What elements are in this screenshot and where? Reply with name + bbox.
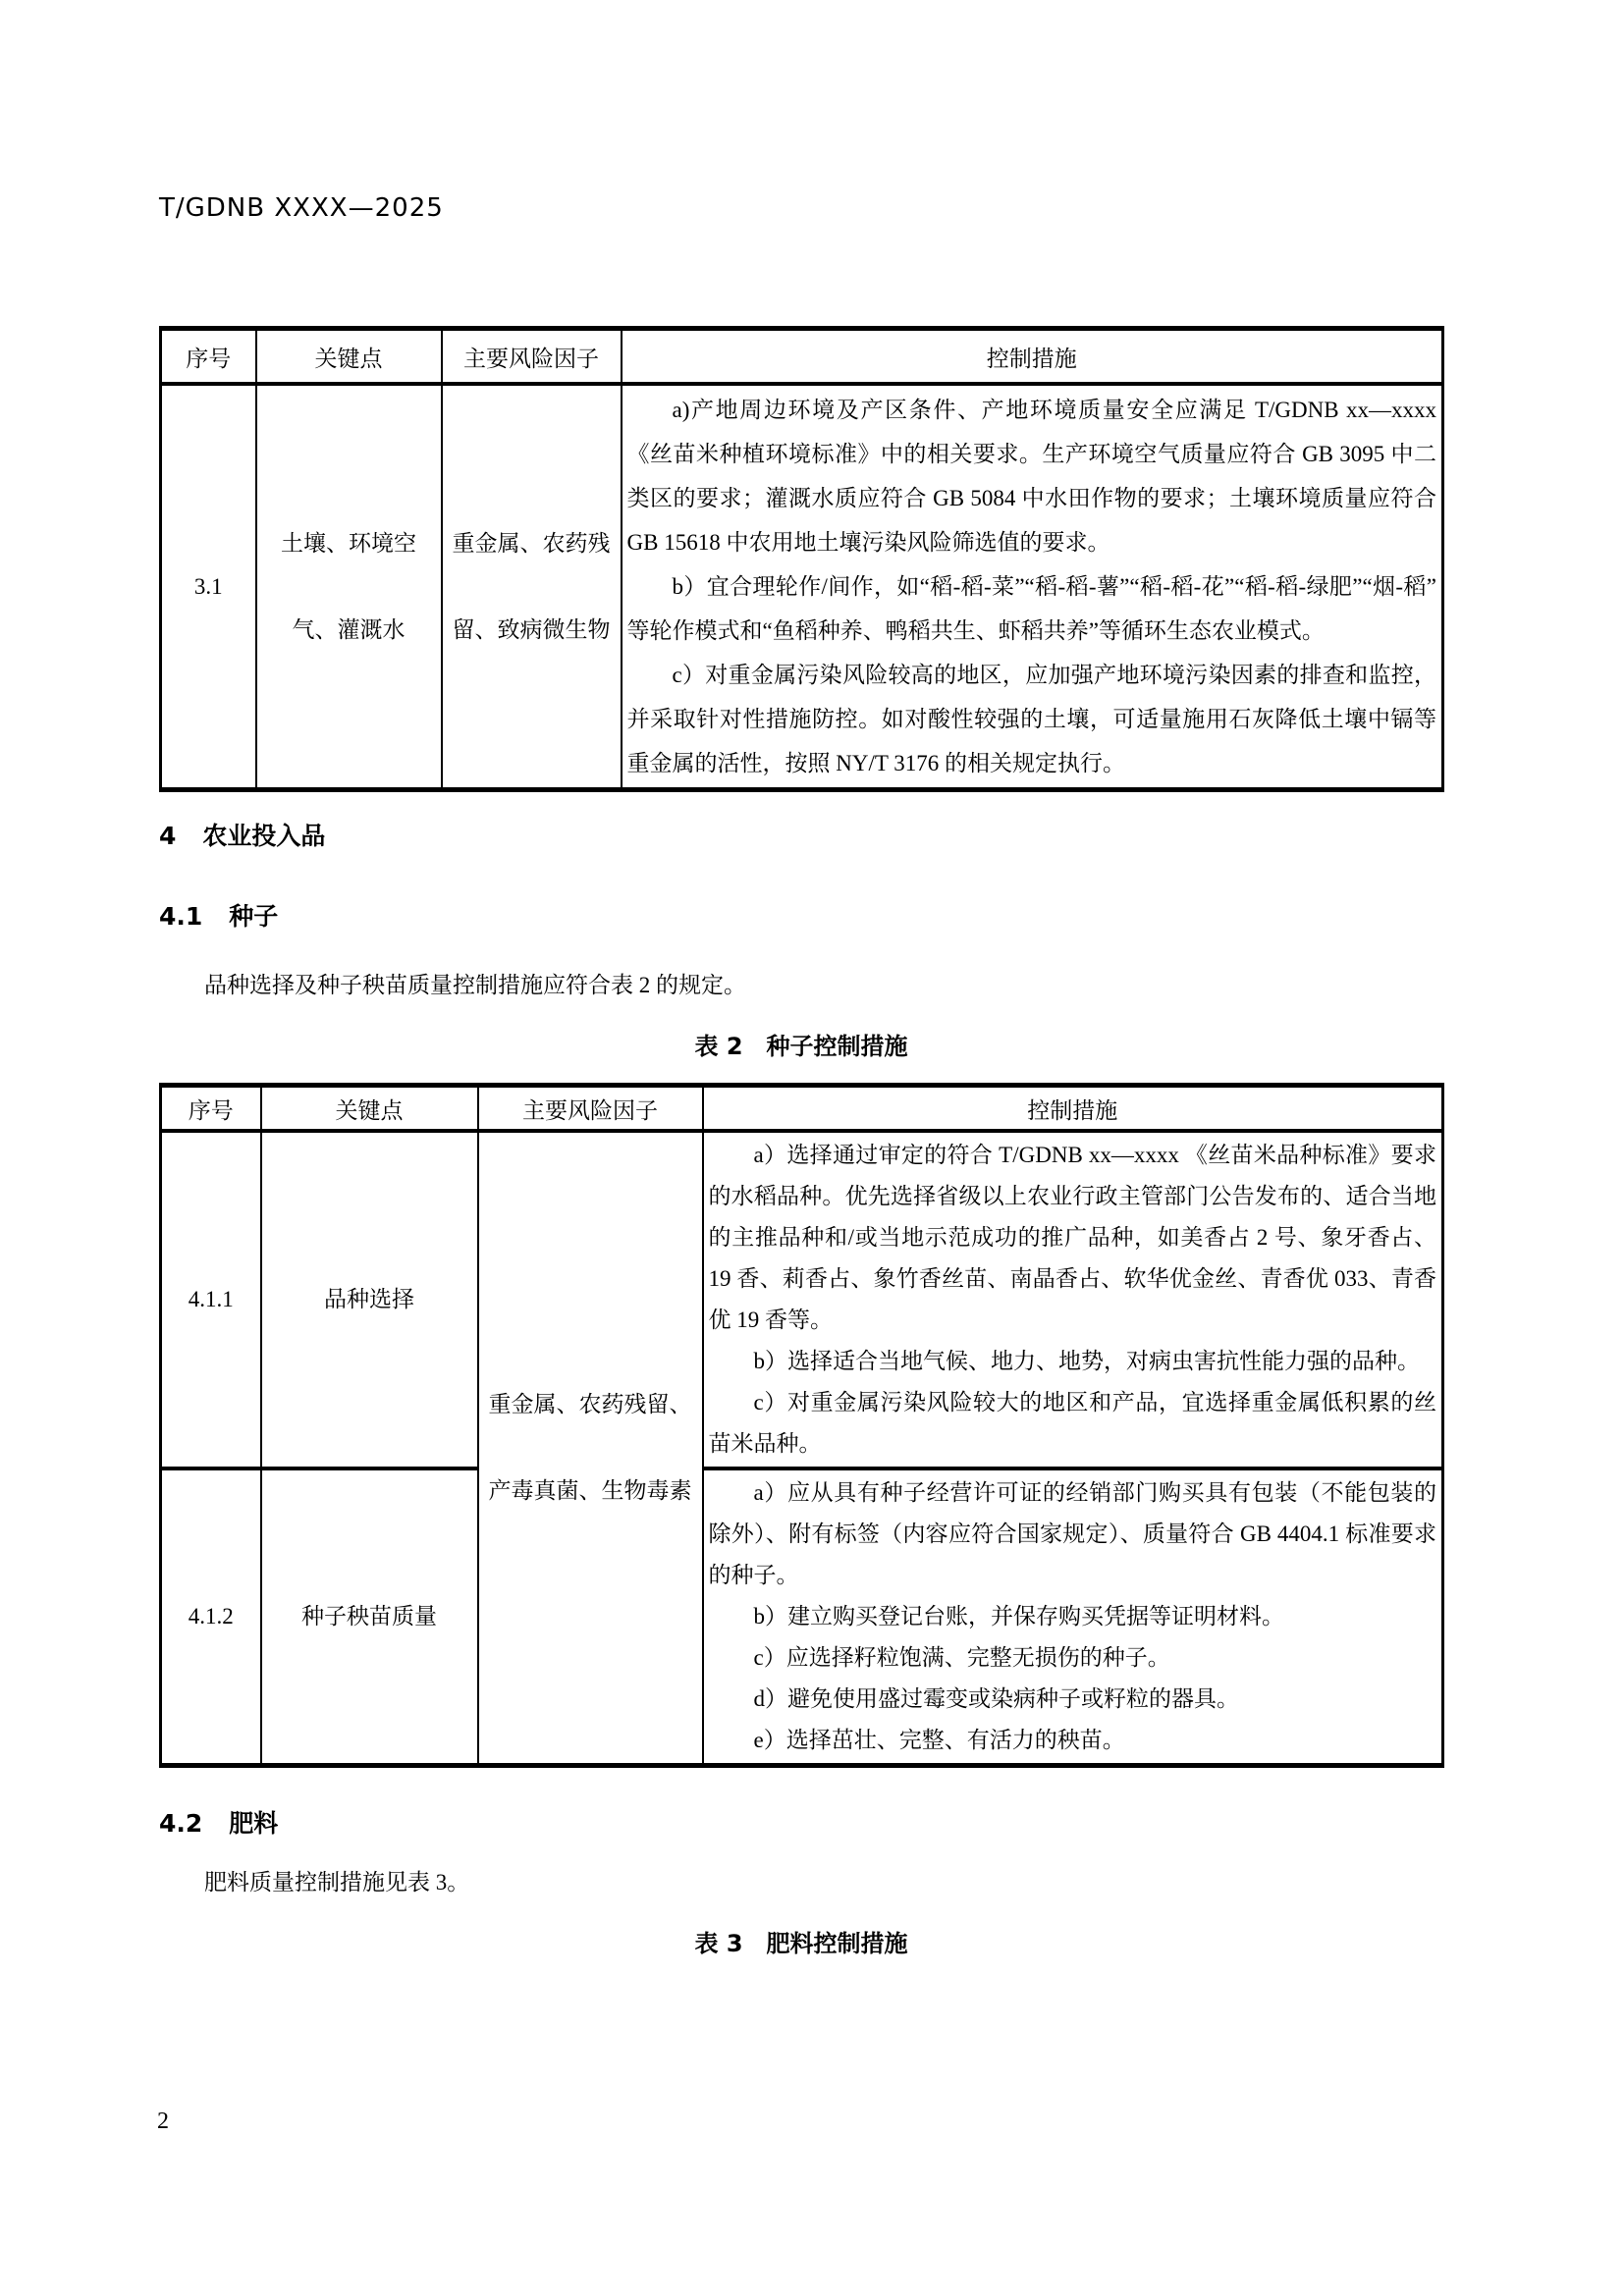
measure-paragraph: b）宜合理轮作/间作，如“稻-稻-菜”“稻-稻-薯”“稻-稻-花”“稻-稻-绿肥”“烟-稻”等轮作模式和“鱼稻种养、鸭稻共生、虾稻共养”等循环生态农业模式。	[626, 574, 1436, 643]
cell-seq: 4.1.1	[161, 1131, 261, 1468]
column-header-control: 控制措施	[703, 1086, 1443, 1132]
measure-paragraph: c）应选择籽粒饱满、完整无损伤的种子。	[753, 1645, 1170, 1670]
page-content	[159, 0, 1443, 1958]
measure-paragraph: e）选择茁壮、完整、有活力的秧苗。	[753, 1728, 1125, 1752]
measure-paragraph: a）应从具有种子经营许可证的经销部门购买具有包装（不能包装的除外）、附有标签（内容应符合国家规定）、质量符合 GB 4404.1 标准要求的种子。	[708, 1480, 1436, 1587]
column-header-seq: 序号	[161, 329, 256, 385]
measure-paragraph: c）对重金属污染风险较大的地区和产品，宜选择重金属低积累的丝苗米品种。	[708, 1390, 1436, 1456]
measure-paragraph: b）建立购买登记台账，并保存购买凭据等证明材料。	[753, 1604, 1284, 1629]
cell-seq: 4.1.2	[161, 1468, 261, 1766]
cell-risk-merged: 重金属、农药残留、产毒真菌、生物毒素	[478, 1131, 703, 1766]
column-header-risk: 主要风险因子	[478, 1086, 703, 1132]
table3-caption	[159, 1929, 1443, 1958]
body-paragraph-fertilizer: 肥料质量控制措施见表 3。	[204, 1870, 470, 1895]
cell-control-measures	[703, 1468, 1443, 1766]
column-header-seq: 序号	[161, 1086, 261, 1132]
table-row	[161, 1131, 1443, 1468]
column-header-risk: 主要风险因子	[442, 329, 622, 385]
table-caption-title: 肥料控制措施	[766, 1930, 908, 1957]
standard-number-header: T/GDNB XXXX—2025	[159, 193, 444, 223]
column-header-key-point: 关键点	[261, 1086, 478, 1132]
cell-seq: 3.1	[161, 384, 256, 790]
table-caption-title: 种子控制措施	[766, 1033, 908, 1060]
section-number: 4	[159, 822, 177, 850]
body-paragraph-seed: 品种选择及种子秧苗质量控制措施应符合表 2 的规定。	[204, 973, 746, 997]
table2-caption	[159, 1032, 1443, 1061]
section-heading-4	[159, 822, 1443, 851]
seed-control-table	[159, 1083, 1444, 1768]
page-number: 2	[157, 2109, 169, 2134]
section-heading-4-1	[159, 902, 1443, 932]
measure-paragraph: a）选择通过审定的符合 T/GDNB xx—xxxx 《丝苗米品种标准》要求的水稻品种。优先选择省级以上农业行政主管部门公告发布的、适合当地的主推品种和/或当地示范成功的推广品种，如美香占 2 号、象牙香占、19 香、莉香占、象竹香丝苗、南晶香占、软华优金丝、青香优 033、青香优 19 香等。	[708, 1143, 1437, 1332]
table-caption-label: 表 2	[694, 1033, 743, 1060]
measure-paragraph: b）选择适合当地气候、地力、地势，对病虫害抗性能力强的品种。	[753, 1349, 1420, 1373]
section-number: 4.2	[159, 1809, 203, 1838]
environment-control-table	[159, 326, 1444, 792]
cell-risk: 重金属、农药残留、致病微生物	[442, 384, 622, 790]
cell-control-measures	[703, 1131, 1443, 1468]
measure-paragraph: d）避免使用盛过霉变或染病种子或籽粒的器具。	[753, 1686, 1239, 1711]
section-number: 4.1	[159, 902, 203, 931]
cell-key-point: 品种选择	[261, 1131, 478, 1468]
cell-key-point: 种子秧苗质量	[261, 1468, 478, 1766]
section-title: 肥料	[229, 1809, 279, 1838]
table-header-row	[161, 1086, 1443, 1132]
section-title: 种子	[229, 902, 279, 931]
column-header-key-point: 关键点	[256, 329, 442, 385]
cell-key-point: 土壤、环境空气、灌溉水	[256, 384, 442, 790]
cell-control-measures	[622, 384, 1443, 790]
column-header-control: 控制措施	[622, 329, 1443, 385]
measure-paragraph: a)产地周边环境及产区条件、产地环境质量安全应满足 T/GDNB xx—xxxx 《丝苗米种植环境标准》中的相关要求。生产环境空气质量应符合 GB 3095 中二类区的要求；灌溉水质应符合 GB 5084 中水田作物的要求；土壤环境质量应符合 GB 15618 中农用地土壤污染风险筛选值的要求。	[626, 398, 1436, 555]
table-row	[161, 384, 1443, 790]
table-caption-label: 表 3	[694, 1930, 743, 1957]
section-heading-4-2	[159, 1809, 1443, 1839]
table-row	[161, 1468, 1443, 1766]
section-title: 农业投入品	[202, 822, 326, 850]
measure-paragraph: c）对重金属污染风险较高的地区，应加强产地环境污染因素的排查和监控，并采取针对性措施防控。如对酸性较强的土壤，可适量施用石灰降低土壤中镉等重金属的活性，按照 NY/T 3176 的相关规定执行。	[626, 663, 1436, 775]
table-header-row	[161, 329, 1443, 385]
